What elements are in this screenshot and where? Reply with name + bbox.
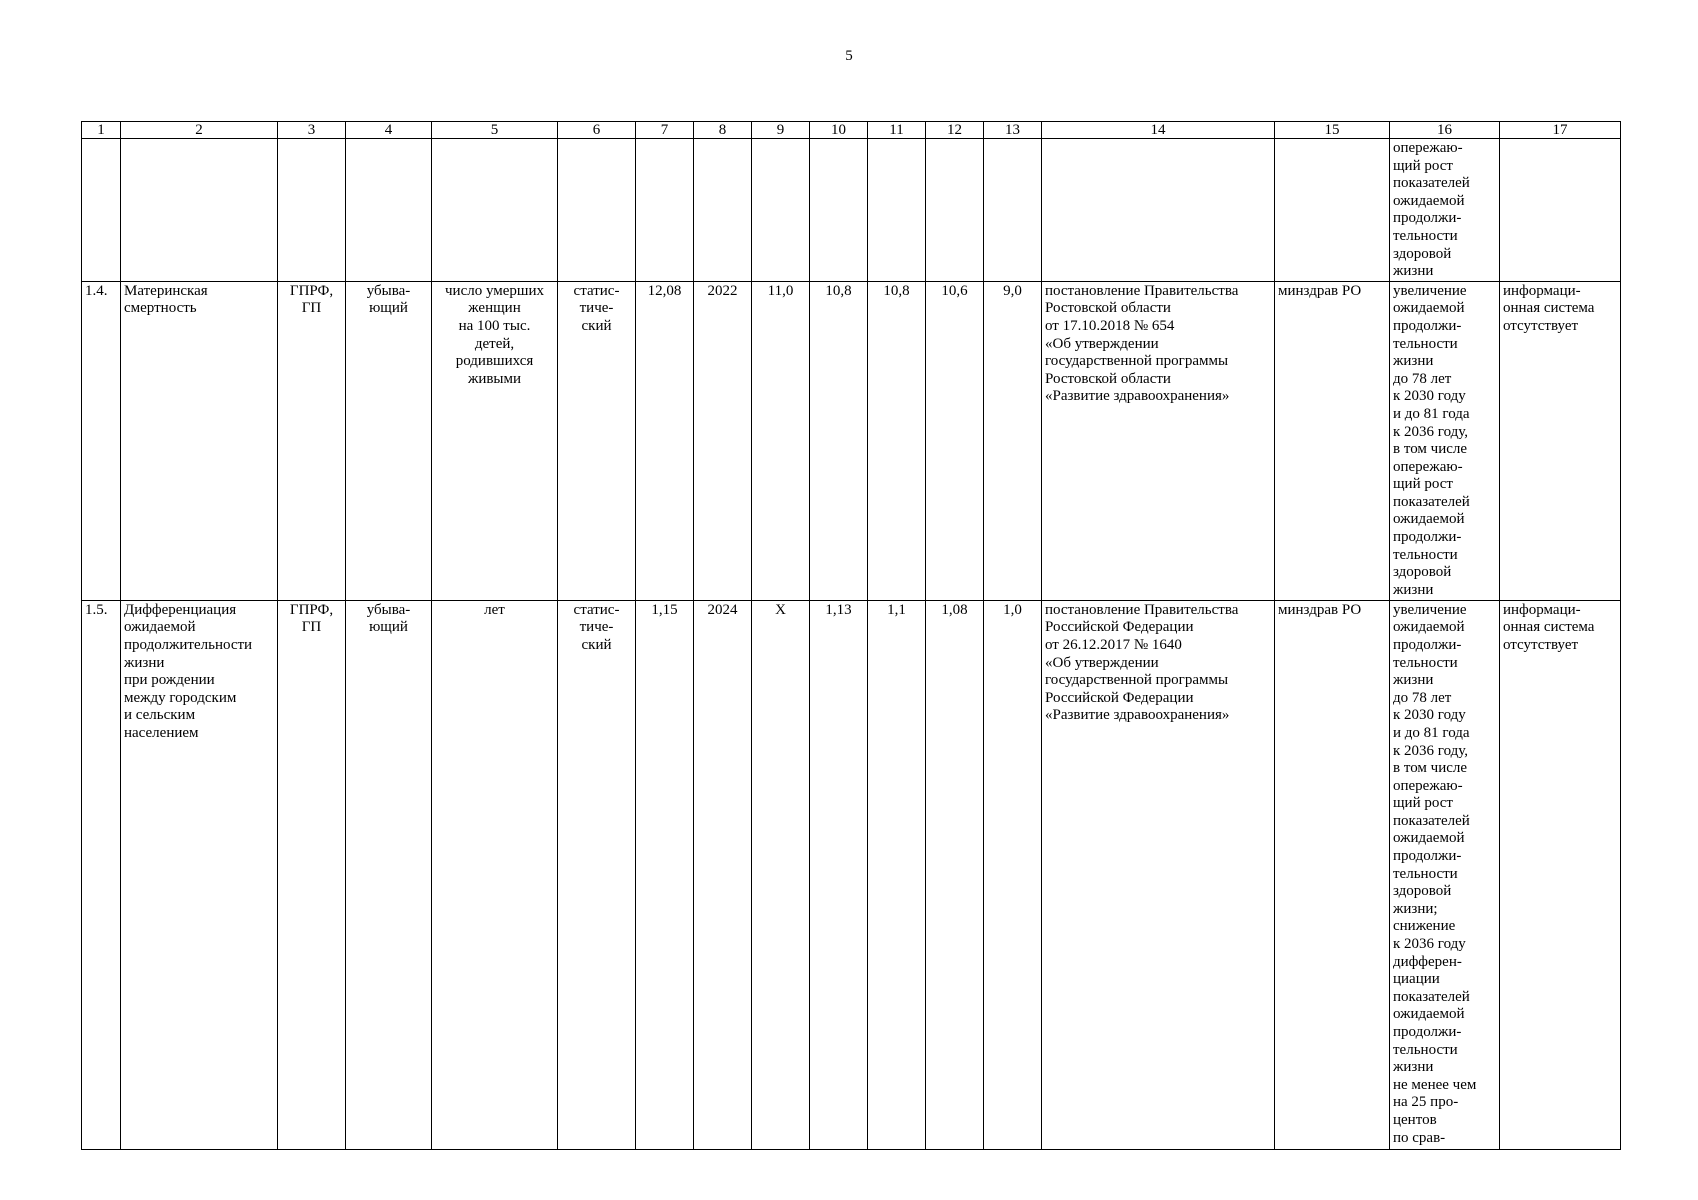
cell-information-system: информаци- онная система отсутствует: [1500, 600, 1621, 1149]
cell-value-year-4: 10,6: [926, 281, 984, 600]
cell-value-year-2: 1,13: [810, 600, 868, 1149]
cell-empty: [1275, 139, 1390, 282]
cell-number: 1.4.: [82, 281, 121, 600]
cell-value-year-1: Х: [752, 600, 810, 1149]
cell-empty: [868, 139, 926, 282]
cell-base-value: 12,08: [636, 281, 694, 600]
cell-indicator-level: ГПРФ, ГП: [278, 281, 346, 600]
cell-empty: [82, 139, 121, 282]
cell-trend: убыва- ющий: [346, 281, 432, 600]
cell-empty: [432, 139, 558, 282]
cell-responsible: минздрав РО: [1275, 600, 1390, 1149]
cell-document: постановление Правительства Ростовской области от 17.10.2018 № 654 «Об утверждении государственной программы Ростовской области «Развитие здравоохранения»: [1042, 281, 1275, 600]
column-number: 2: [121, 122, 278, 139]
column-number: 1: [82, 122, 121, 139]
column-number: 14: [1042, 122, 1275, 139]
cell-trend: убыва- ющий: [346, 600, 432, 1149]
cell-base-value: 1,15: [636, 600, 694, 1149]
column-number: 3: [278, 122, 346, 139]
cell-empty: [278, 139, 346, 282]
indicators-table: [81, 121, 1621, 1150]
cell-value-year-2: 10,8: [810, 281, 868, 600]
cell-responsible: минздрав РО: [1275, 281, 1390, 600]
table-row-continuation: [82, 139, 1621, 282]
column-number: 9: [752, 122, 810, 139]
cell-empty: [984, 139, 1042, 282]
cell-base-year: 2022: [694, 281, 752, 600]
cell-value-year-1: 11,0: [752, 281, 810, 600]
cell-number: 1.5.: [82, 600, 121, 1149]
column-number: 10: [810, 122, 868, 139]
cell-empty: [810, 139, 868, 282]
table-row: [82, 600, 1621, 1149]
cell-indicator-level: ГПРФ, ГП: [278, 600, 346, 1149]
cell-information-system: информаци- онная система отсутствует: [1500, 281, 1621, 600]
cell-empty: [636, 139, 694, 282]
cell-empty: [121, 139, 278, 282]
cell-value-year-3: 1,1: [868, 600, 926, 1149]
cell-expected-result: опережаю- щий рост показателей ожидаемой продолжи- тельности здоровой жизни: [1390, 139, 1500, 282]
cell-empty: [558, 139, 636, 282]
cell-value-year-4: 1,08: [926, 600, 984, 1149]
cell-empty: [1042, 139, 1275, 282]
column-number: 7: [636, 122, 694, 139]
column-number: 15: [1275, 122, 1390, 139]
cell-indicator-name: Материнская смертность: [121, 281, 278, 600]
cell-document: постановление Правительства Российской Федерации от 26.12.2017 № 1640 «Об утверждении государственной программы Российской Федерации «Развитие здравоохранения»: [1042, 600, 1275, 1149]
column-number: 12: [926, 122, 984, 139]
cell-unit: лет: [432, 600, 558, 1149]
cell-unit: число умерших женщин на 100 тыс. детей, родившихся живыми: [432, 281, 558, 600]
cell-indicator-type: статис- тиче- ский: [558, 281, 636, 600]
column-number: 6: [558, 122, 636, 139]
column-number: 4: [346, 122, 432, 139]
column-number: 17: [1500, 122, 1621, 139]
cell-expected-result: увеличение ожидаемой продолжи- тельности жизни до 78 лет к 2030 году и до 81 года к 2036 году, в том числе опережаю- щий рост показателей ожидаемой продолжи- тельности здоровой жизни: [1390, 281, 1500, 600]
cell-indicator-type: статис- тиче- ский: [558, 600, 636, 1149]
page-number: 5: [845, 48, 853, 64]
cell-expected-result: увеличение ожидаемой продолжи- тельности жизни до 78 лет к 2030 году и до 81 года к 2036 году, в том числе опережаю- щий рост показателей ожидаемой продолжи- тельности здоровой жизни; снижение к 2036 году дифферен- циации показателей ожидаемой продолжи- тельности жизни не менее чем на 25 про- центов по срав-: [1390, 600, 1500, 1149]
column-number-row: [82, 122, 1621, 139]
column-number: 5: [432, 122, 558, 139]
cell-value-year-3: 10,8: [868, 281, 926, 600]
column-number: 16: [1390, 122, 1500, 139]
cell-empty: [694, 139, 752, 282]
cell-empty: [1500, 139, 1621, 282]
cell-indicator-name: Дифференциация ожидаемой продолжительности жизни при рождении между городским и сельским населением: [121, 600, 278, 1149]
table-row: [82, 281, 1621, 600]
cell-value-year-5: 9,0: [984, 281, 1042, 600]
cell-empty: [752, 139, 810, 282]
cell-empty: [346, 139, 432, 282]
cell-value-year-5: 1,0: [984, 600, 1042, 1149]
cell-empty: [926, 139, 984, 282]
column-number: 8: [694, 122, 752, 139]
column-number: 11: [868, 122, 926, 139]
column-number: 13: [984, 122, 1042, 139]
cell-base-year: 2024: [694, 600, 752, 1149]
